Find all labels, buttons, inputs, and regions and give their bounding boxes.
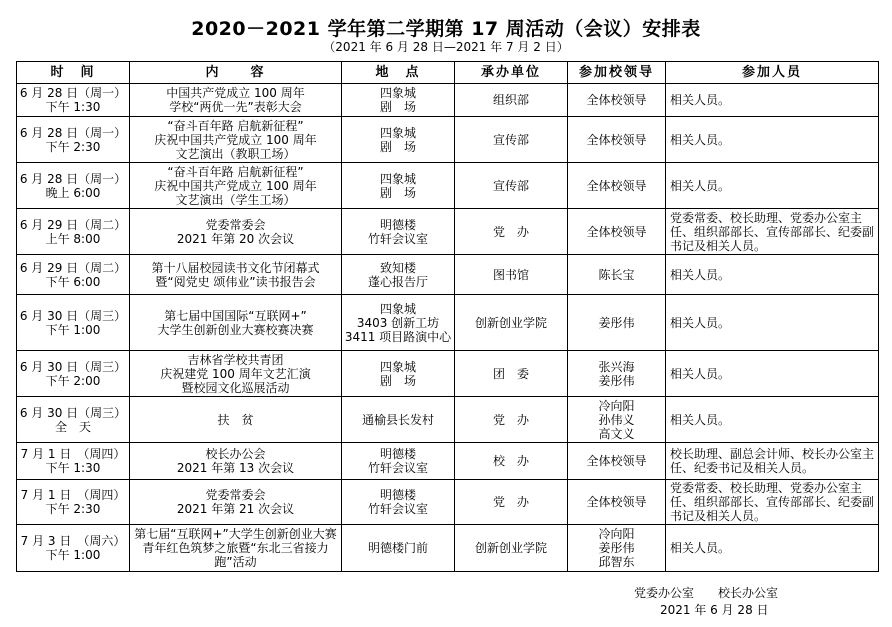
cell-content: 中国共产党成立 100 周年 学校“两优一先”表彰大会: [130, 84, 342, 117]
cell-content: 校长办公会 2021 年第 13 次会议: [130, 443, 342, 480]
page-title: 2020－2021 学年第二学期第 17 周活动（会议）安排表: [191, 18, 701, 40]
cell-host: 创新创业学院: [455, 295, 568, 351]
cell-time: 6 月 28 日（周一） 晚上 6:00: [17, 163, 130, 209]
cell-time: 7 月 1 日 （周四） 下午 1:30: [17, 443, 130, 480]
cell-people: 相关人员。: [666, 397, 879, 443]
cell-host: 党 办: [455, 480, 568, 525]
cell-host: 创新创业学院: [455, 525, 568, 572]
cell-leaders: 全体校领导: [568, 84, 666, 117]
cell-leaders: 全体校领导: [568, 480, 666, 525]
cell-host: 团 委: [455, 351, 568, 397]
cell-people: 相关人员。: [666, 255, 879, 295]
table-row: [17, 397, 879, 443]
table-row: [17, 480, 879, 525]
cell-people: 党委常委、校长助理、党委办公室主任、组织部部长、宣传部部长、纪委副书记及相关人员。: [666, 209, 879, 255]
table-row: [17, 163, 879, 209]
footer-date: 2021 年 6 月 28 日: [660, 603, 769, 617]
table-row: [17, 84, 879, 117]
schedule-table: [16, 61, 879, 572]
cell-place: 四象城 剧 场: [342, 351, 455, 397]
header-leaders: 参加校领导: [568, 62, 666, 84]
cell-leaders: 张兴海 姜彤伟: [568, 351, 666, 397]
cell-people: 相关人员。: [666, 351, 879, 397]
table-row: [17, 255, 879, 295]
header-host: 承办单位: [455, 62, 568, 84]
cell-time: 6 月 30 日（周三） 下午 1:00: [17, 295, 130, 351]
cell-people: 相关人员。: [666, 117, 879, 163]
cell-host: 组织部: [455, 84, 568, 117]
cell-leaders: 全体校领导: [568, 163, 666, 209]
cell-content: 党委常委会 2021 年第 20 次会议: [130, 209, 342, 255]
cell-host: 图书馆: [455, 255, 568, 295]
cell-leaders: 姜彤伟: [568, 295, 666, 351]
header-time: 时 间: [17, 62, 130, 84]
cell-place: 四象城 剧 场: [342, 117, 455, 163]
cell-time: 7 月 3 日 （周六） 下午 1:00: [17, 525, 130, 572]
footer-offices: 党委办公室 校长办公室: [634, 586, 779, 600]
cell-content: 第七届中国国际“互联网+” 大学生创新创业大赛校赛决赛: [130, 295, 342, 351]
table-row: [17, 117, 879, 163]
cell-leaders: 全体校领导: [568, 209, 666, 255]
cell-people: 相关人员。: [666, 525, 879, 572]
header-content: 内 容: [130, 62, 342, 84]
table-row: [17, 525, 879, 572]
cell-place: 四象城 剧 场: [342, 84, 455, 117]
cell-content: “奋斗百年路 启航新征程” 庆祝中国共产党成立 100 周年 文艺演出（学生工场）: [130, 163, 342, 209]
cell-people: 相关人员。: [666, 84, 879, 117]
cell-place: 致知楼 蓬心报告厅: [342, 255, 455, 295]
table-header-row: [17, 62, 879, 84]
cell-host: 党 办: [455, 397, 568, 443]
cell-content: 第七届“互联网+”大学生创新创业大赛青年红色筑梦之旅暨“东北三省接力跑”活动: [130, 525, 342, 572]
cell-people: 校长助理、副总会计师、校长办公室主任、纪委书记及相关人员。: [666, 443, 879, 480]
cell-content: 吉林省学校共青团 庆祝建党 100 周年文艺汇演 暨校园文化巡展活动: [130, 351, 342, 397]
cell-time: 6 月 29 日（周二） 下午 6:00: [17, 255, 130, 295]
page-subtitle: （2021 年 6 月 28 日—2021 年 7 月 2 日）: [323, 40, 569, 54]
table-row: [17, 351, 879, 397]
cell-people: 相关人员。: [666, 163, 879, 209]
cell-leaders: 全体校领导: [568, 117, 666, 163]
cell-time: 7 月 1 日 （周四） 下午 2:30: [17, 480, 130, 525]
cell-host: 校 办: [455, 443, 568, 480]
cell-time: 6 月 30 日（周三） 全 天: [17, 397, 130, 443]
cell-place: 明德楼 竹轩会议室: [342, 443, 455, 480]
cell-place: 明德楼 竹轩会议室: [342, 480, 455, 525]
cell-leaders: 冷向阳 姜彤伟 邱智东: [568, 525, 666, 572]
cell-time: 6 月 28 日（周一） 下午 2:30: [17, 117, 130, 163]
cell-leaders: 陈长宝: [568, 255, 666, 295]
cell-content: “奋斗百年路 启航新征程” 庆祝中国共产党成立 100 周年 文艺演出（教职工场）: [130, 117, 342, 163]
cell-place: 通榆县长发村: [342, 397, 455, 443]
cell-place: 明德楼门前: [342, 525, 455, 572]
cell-content: 扶 贫: [130, 397, 342, 443]
cell-place: 四象城 3403 创新工坊 3411 项目路演中心: [342, 295, 455, 351]
table-row: [17, 295, 879, 351]
cell-leaders: 冷向阳 孙伟义 高文义: [568, 397, 666, 443]
cell-host: 党 办: [455, 209, 568, 255]
cell-content: 第十八届校园读书文化节闭幕式 暨“阅党史 颂伟业”读书报告会: [130, 255, 342, 295]
table-row: [17, 443, 879, 480]
cell-place: 四象城 剧 场: [342, 163, 455, 209]
cell-place: 明德楼 竹轩会议室: [342, 209, 455, 255]
cell-time: 6 月 30 日（周三） 下午 2:00: [17, 351, 130, 397]
table-row: [17, 209, 879, 255]
cell-host: 宣传部: [455, 163, 568, 209]
cell-content: 党委常委会 2021 年第 21 次会议: [130, 480, 342, 525]
header-people: 参加人员: [666, 62, 879, 84]
header-place: 地 点: [342, 62, 455, 84]
cell-people: 党委常委、校长助理、党委办公室主任、组织部部长、宣传部部长、纪委副书记及相关人员。: [666, 480, 879, 525]
cell-time: 6 月 29 日（周二） 上午 8:00: [17, 209, 130, 255]
cell-time: 6 月 28 日（周一） 下午 1:30: [17, 84, 130, 117]
cell-people: 相关人员。: [666, 295, 879, 351]
cell-host: 宣传部: [455, 117, 568, 163]
cell-leaders: 全体校领导: [568, 443, 666, 480]
